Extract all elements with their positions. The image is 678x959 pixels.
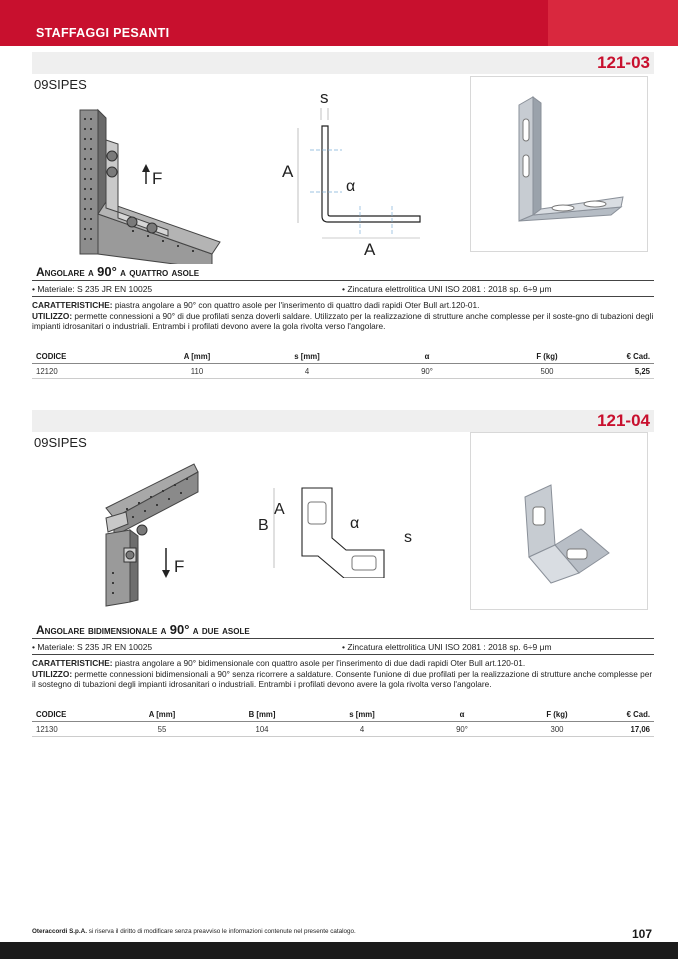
column-header: α xyxy=(362,350,492,364)
column-header: B [mm] xyxy=(212,708,312,722)
table-header-row xyxy=(32,708,654,722)
finish-spec: • Zincatura elettrolitica UNI ISO 2081 : 2018 sp. 6÷9 μm xyxy=(342,642,552,652)
product-photo xyxy=(470,432,648,610)
column-header: s [mm] xyxy=(312,708,412,722)
angle-alpha-label: α xyxy=(346,178,356,195)
column-header: A [mm] xyxy=(142,350,252,364)
product-title: Angolare a 90° a quattro asole xyxy=(36,264,200,279)
column-header: s [mm] xyxy=(252,350,362,364)
table-cell: 90° xyxy=(412,722,512,737)
product-reference: 09SIPES xyxy=(34,435,87,450)
table-row xyxy=(32,364,654,379)
table-cell: 4 xyxy=(312,722,412,737)
table-cell: 104 xyxy=(212,722,312,737)
product-code-bar xyxy=(32,52,654,74)
product-title: Angolare bidimensionale a 90° a due asole xyxy=(36,622,250,637)
product-description: CARATTERISTICHE: piastra angolare a 90° bidimensionale con quattro asole per l'inserimento di due dadi rapidi Oter Bull art.120-01. UTILIZZO: permette connessioni bidimensionali a 90° senza ricorrere a saldature. Consente l'unione di due profilati per la realizzazione di strutture anche complesse per il sostegno di tubazioni degli impianti idrosanitari o industriali. Entrambi i profilati devono avere la gola rivolta verso l'angolare. xyxy=(32,658,653,690)
table-cell: 90° xyxy=(362,364,492,379)
two-dimension-bracket-photo-icon xyxy=(471,433,647,609)
force-label: F xyxy=(152,169,163,188)
spec-rule xyxy=(32,654,654,655)
footer-disclaimer: Oteraccordi S.p.A. si riserva il diritto di modificare senza preavviso le informazioni contenute nel presente catalogo. xyxy=(32,928,356,935)
footer-bar xyxy=(0,942,678,959)
page-header xyxy=(0,0,678,46)
table-cell: 55 xyxy=(112,722,212,737)
product-code-bar xyxy=(32,410,654,432)
angle-alpha-label: α xyxy=(350,515,360,532)
column-header: CODICE xyxy=(32,350,142,364)
table-cell: 500 xyxy=(492,364,602,379)
product-code: 121-04 xyxy=(597,411,650,430)
table-cell: 12120 xyxy=(32,364,142,379)
table-cell: 300 xyxy=(512,722,602,737)
product-code: 121-03 xyxy=(597,53,650,72)
dimension-a-label: A xyxy=(274,501,285,518)
product-reference: 09SIPES xyxy=(34,77,87,92)
product-section-121-03 xyxy=(32,52,654,382)
column-header: € Cad. xyxy=(602,350,654,364)
table-cell: 4 xyxy=(252,364,362,379)
dimension-s-label: s xyxy=(320,88,329,107)
page-number: 107 xyxy=(631,927,652,941)
page-section-title: STAFFAGGI PESANTI xyxy=(36,26,170,40)
product-section-121-04 xyxy=(32,410,654,740)
material-spec: • Materiale: S 235 JR EN 10025 xyxy=(32,642,153,652)
product-table xyxy=(32,708,654,737)
header-accent xyxy=(548,0,678,46)
assembly-drawing xyxy=(66,462,236,612)
table-cell: 5,25 xyxy=(602,364,654,379)
spec-rule xyxy=(32,296,654,297)
table-cell: 110 xyxy=(142,364,252,379)
profile-drawing xyxy=(272,88,432,258)
column-header: € Cad. xyxy=(602,708,654,722)
column-header: α xyxy=(412,708,512,722)
column-header: A [mm] xyxy=(112,708,212,722)
product-description: CARATTERISTICHE: piastra angolare a 90° con quattro asole per l'inserimento di quattro dadi rapidi Oter Bull art.120-01. UTILIZZO: permette connessioni a 90° di due profilati senza doverli saldare. Utilizzato per la realizzazione di strutture anche complesse per il soste-gno di tubazioni degli impianti idrosanitari o industriali. Entrambi i profilati devono avere la gola rivolta verso l'angolare. xyxy=(32,300,654,332)
material-spec: • Materiale: S 235 JR EN 10025 xyxy=(32,284,153,294)
table-cell: 12130 xyxy=(32,722,112,737)
finish-spec: • Zincatura elettrolitica UNI ISO 2081 : 2018 sp. 6÷9 μm xyxy=(342,284,552,294)
force-label: F xyxy=(174,557,185,576)
table-row xyxy=(32,722,654,737)
column-header: F (kg) xyxy=(492,350,602,364)
profile-drawing xyxy=(254,468,424,578)
product-photo xyxy=(470,76,648,252)
dimension-b-label: B xyxy=(258,517,269,534)
title-rule xyxy=(32,638,654,639)
product-table xyxy=(32,350,654,379)
dimension-s-label: s xyxy=(404,529,412,546)
column-header: CODICE xyxy=(32,708,112,722)
assembly-drawing xyxy=(72,104,222,264)
table-cell: 17,06 xyxy=(602,722,654,737)
dimension-a-vertical-label: A xyxy=(282,162,294,181)
column-header: F (kg) xyxy=(512,708,602,722)
dimension-a-horizontal-label: A xyxy=(364,240,376,258)
title-rule xyxy=(32,280,654,281)
angle-bracket-photo-icon xyxy=(471,77,647,251)
table-header-row xyxy=(32,350,654,364)
